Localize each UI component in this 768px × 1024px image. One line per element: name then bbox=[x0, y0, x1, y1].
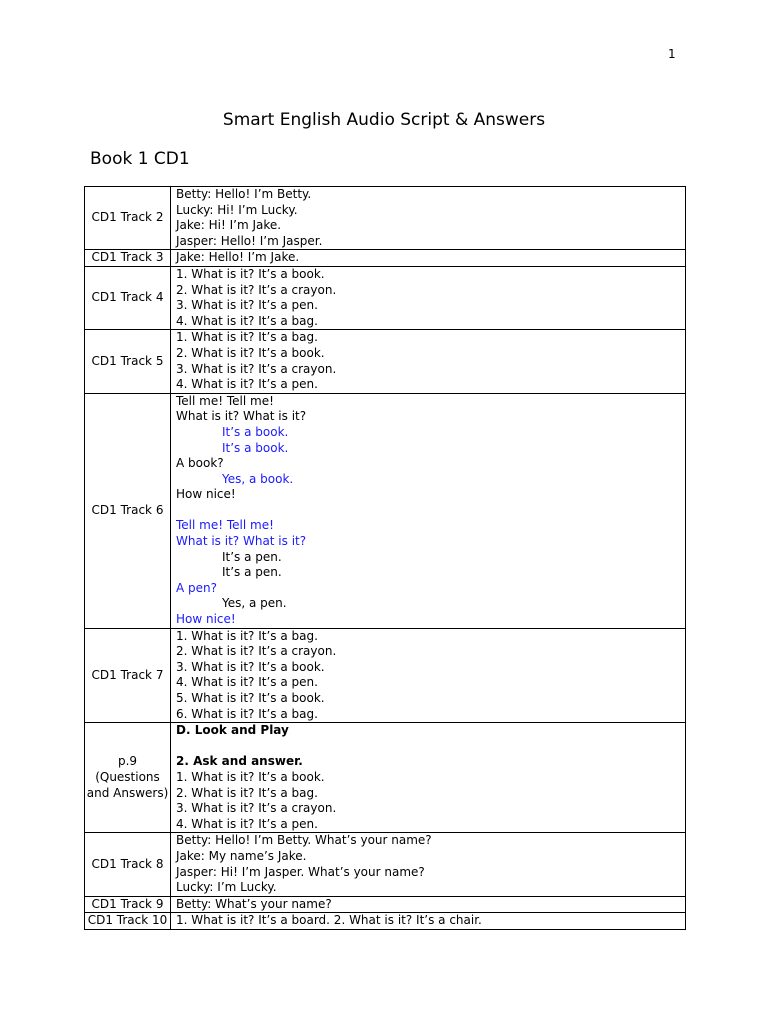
script-line: 3. What is it? It’s a crayon. bbox=[176, 801, 337, 816]
track-label bbox=[85, 393, 171, 628]
script-line bbox=[176, 739, 685, 755]
table-row bbox=[85, 628, 686, 723]
section-heading: Book 1 CD1 bbox=[90, 149, 190, 169]
track-label bbox=[85, 187, 171, 250]
script-line: 4. What is it? It’s a bag. bbox=[176, 313, 318, 328]
table-row bbox=[85, 266, 686, 329]
script-line: 1. What is it? It’s a book. bbox=[176, 769, 325, 784]
script-line: Tell me! Tell me! bbox=[176, 393, 274, 408]
script-line: Jake: Hi! I’m Jake. bbox=[176, 218, 282, 233]
script-line: Yes, a book. bbox=[222, 471, 294, 486]
script-text bbox=[171, 266, 686, 329]
script-line: Jake: My name’s Jake. bbox=[176, 848, 307, 863]
table-row bbox=[85, 913, 686, 930]
script-line: It’s a book. bbox=[222, 440, 289, 455]
script-text bbox=[171, 628, 686, 723]
track-label bbox=[85, 896, 171, 913]
track-label-text: and Answers) bbox=[86, 785, 169, 800]
script-text bbox=[171, 896, 686, 913]
script-line: 1. What is it? It’s a bag. bbox=[176, 330, 318, 345]
script-line: Betty: Hello! I’m Betty. What’s your name? bbox=[176, 833, 432, 848]
script-text bbox=[171, 913, 686, 930]
script-text bbox=[171, 723, 686, 833]
script-line: 1. What is it? It’s a book. bbox=[176, 266, 325, 281]
script-text bbox=[171, 833, 686, 896]
table-row bbox=[85, 723, 686, 833]
script-text bbox=[171, 393, 686, 628]
track-label-text: CD1 Track 5 bbox=[91, 353, 164, 368]
script-line: 2. What is it? It’s a crayon. bbox=[176, 644, 337, 659]
script-line: 1. What is it? It’s a bag. bbox=[176, 628, 318, 643]
track-label-text: CD1 Track 2 bbox=[91, 210, 164, 225]
track-label bbox=[85, 628, 171, 723]
script-line: 3. What is it? It’s a crayon. bbox=[176, 361, 337, 376]
script-line: 5. What is it? It’s a book. bbox=[176, 691, 325, 705]
track-label-text: CD1 Track 6 bbox=[91, 502, 164, 517]
script-line: 4. What is it? It’s a pen. bbox=[176, 377, 318, 392]
script-line: 4. What is it? It’s a pen. bbox=[176, 816, 318, 831]
page-number: 1 bbox=[668, 47, 676, 61]
script-line: 6. What is it? It’s a bag. bbox=[176, 706, 318, 721]
script-line: 1. What is it? It’s a board. 2. What is it? It’s a chair. bbox=[176, 913, 482, 928]
script-line: D. Look and Play bbox=[176, 723, 289, 738]
script-line: Jasper: Hi! I’m Jasper. What’s your name? bbox=[176, 864, 425, 879]
audio-script-table bbox=[84, 186, 686, 930]
script-line: Lucky: Hi! I’m Lucky. bbox=[176, 202, 298, 217]
script-line: What is it? What is it? bbox=[176, 534, 307, 549]
script-line: 2. What is it? It’s a crayon. bbox=[176, 282, 337, 297]
track-label-text: CD1 Track 7 bbox=[91, 667, 164, 682]
track-label bbox=[85, 913, 171, 930]
script-line: Tell me! Tell me! bbox=[176, 518, 274, 533]
track-label bbox=[85, 330, 171, 393]
script-line: Yes, a pen. bbox=[222, 596, 287, 611]
script-line: Lucky: I’m Lucky. bbox=[176, 880, 277, 895]
track-label-text: CD1 Track 3 bbox=[91, 250, 164, 265]
script-line: 2. What is it? It’s a book. bbox=[176, 345, 325, 360]
track-label-text: (Questions bbox=[95, 769, 160, 784]
script-line: Jake: Hello! I’m Jake. bbox=[176, 250, 300, 265]
table-row bbox=[85, 896, 686, 913]
document-title: Smart English Audio Script & Answers bbox=[222, 110, 546, 130]
script-line: It’s a book. bbox=[222, 424, 289, 439]
script-line: A pen? bbox=[176, 580, 217, 595]
track-label-text: CD1 Track 4 bbox=[91, 290, 164, 305]
track-label bbox=[85, 266, 171, 329]
table-row bbox=[85, 330, 686, 393]
script-text bbox=[171, 250, 686, 267]
audio-script-rows bbox=[85, 187, 686, 930]
script-line bbox=[176, 503, 685, 519]
script-text bbox=[171, 330, 686, 393]
script-line: Betty: Hello! I’m Betty. bbox=[176, 187, 312, 201]
script-line: How nice! bbox=[176, 612, 236, 627]
script-text bbox=[171, 187, 686, 250]
script-line: 2. What is it? It’s a bag. bbox=[176, 785, 318, 800]
script-line: What is it? What is it? bbox=[176, 409, 307, 424]
track-label-text: p.9 bbox=[117, 754, 138, 769]
script-line: Jasper: Hello! I’m Jasper. bbox=[176, 233, 323, 248]
script-line: 2. Ask and answer. bbox=[176, 754, 303, 769]
script-line: It’s a pen. bbox=[222, 565, 282, 580]
script-line: 3. What is it? It’s a pen. bbox=[176, 298, 318, 313]
table-row bbox=[85, 833, 686, 896]
track-label-text: CD1 Track 10 bbox=[87, 913, 168, 928]
script-line: A book? bbox=[176, 456, 224, 471]
table-row bbox=[85, 393, 686, 628]
table-row bbox=[85, 250, 686, 267]
script-line: 4. What is it? It’s a pen. bbox=[176, 675, 318, 690]
track-label bbox=[85, 723, 171, 833]
table-row bbox=[85, 187, 686, 250]
track-label bbox=[85, 833, 171, 896]
script-line: How nice! bbox=[176, 487, 236, 502]
track-label bbox=[85, 250, 171, 267]
script-line: It’s a pen. bbox=[222, 549, 282, 564]
script-line: Betty: What’s your name? bbox=[176, 896, 332, 911]
track-label-text: CD1 Track 9 bbox=[91, 896, 164, 911]
track-label-text: CD1 Track 8 bbox=[91, 856, 164, 871]
script-line: 3. What is it? It’s a book. bbox=[176, 659, 325, 674]
